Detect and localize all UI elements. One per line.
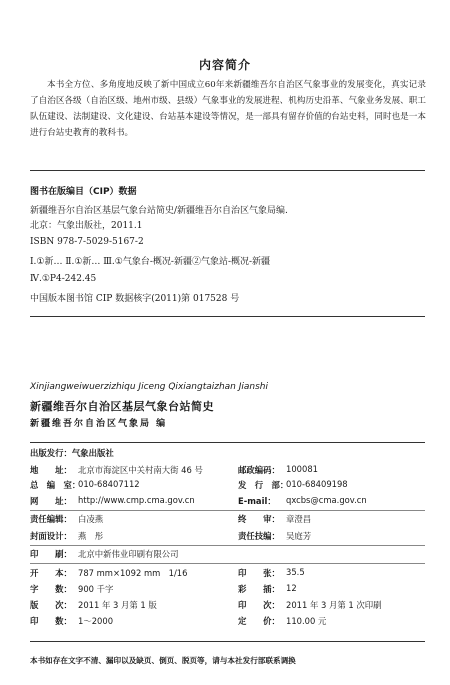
- info-row: [30, 583, 425, 597]
- tech-editor-value: 吴庭芳: [286, 531, 312, 541]
- cover-design-value: 燕 彤: [78, 531, 104, 541]
- word-count-value: 900 千字: [78, 584, 114, 594]
- book-author: 新疆维吾尔自治区气象局 编: [30, 419, 168, 429]
- cip-heading: 图书在版编目（CIP）数据: [30, 187, 137, 197]
- format-value: 787 mm×1092 mm 1/16: [78, 568, 188, 578]
- row-divider: [30, 510, 425, 511]
- row-divider: [30, 545, 425, 546]
- website-value: http://www.cmp.cma.gov.cn: [78, 495, 195, 505]
- print-run-value: 1～2000: [78, 616, 114, 626]
- printing-label: 印 次：: [238, 600, 280, 610]
- info-row: [30, 464, 425, 478]
- email-value: qxcbs@cma.gov.cn: [286, 495, 367, 505]
- word-count-label: 字 数：: [30, 584, 72, 594]
- color-plates-label: 彩 插：: [238, 584, 280, 594]
- cip-line-classification: Ⅳ.①P4-242.45: [30, 274, 97, 284]
- divider: [30, 316, 425, 317]
- divider: [30, 641, 425, 642]
- cip-line-data-number: 中国版本图书馆 CIP 数据核字(2011)第 017528 号: [30, 294, 240, 304]
- editor-value: 白凌燕: [78, 514, 104, 524]
- email-label: E-mail：: [238, 496, 276, 506]
- info-row: [30, 615, 425, 629]
- editorial-office-label: 总 编 室：: [30, 480, 81, 490]
- book-title: 新疆维吾尔自治区基层气象台站简史: [30, 400, 214, 413]
- cip-line-publisher: 北京：气象出版社，2011.1: [30, 221, 143, 231]
- editorial-office-value: 010-68407112: [78, 479, 140, 489]
- cover-design-label: 封面设计：: [30, 531, 72, 541]
- book-pinyin-title: Xinjiangweiwuerzizhiqu Jiceng Qixiangtaizhan Jianshi: [30, 382, 269, 392]
- price-value: 110.00 元: [286, 616, 327, 626]
- cip-line-isbn: ISBN 978-7-5029-5167-2: [30, 237, 144, 247]
- sheets-label: 印 张：: [238, 568, 280, 578]
- footer-note: 本书如存在文字不清、漏印以及缺页、倒页、脱页等，请与本社发行部联系调换: [30, 656, 296, 665]
- sales-dept-label: 发 行 部：: [238, 480, 289, 490]
- printer-value: 北京中新伟业印刷有限公司: [78, 549, 179, 559]
- sheets-value: 35.5: [286, 567, 305, 577]
- sales-dept-value: 010-68409198: [286, 479, 348, 489]
- summary-heading: 内容简介: [198, 58, 251, 72]
- row-divider: [30, 563, 425, 564]
- edition-label: 版 次：: [30, 600, 72, 610]
- info-row: [30, 599, 425, 613]
- info-row: [30, 567, 425, 581]
- info-row: [30, 479, 425, 493]
- print-run-label: 印 数：: [30, 616, 72, 626]
- price-label: 定 价：: [238, 616, 280, 626]
- website-label: 网 址：: [30, 496, 72, 506]
- postcode-value: 100081: [286, 464, 318, 474]
- edition-value: 2011 年 3 月第 1 版: [78, 600, 157, 610]
- printing-value: 2011 年 3 月第 1 次印刷: [286, 600, 382, 610]
- cip-line-title: 新疆维吾尔自治区基层气象台站简史/新疆维吾尔自治区气象局编.: [30, 206, 288, 216]
- divider: [30, 442, 425, 443]
- postcode-label: 邮政编码：: [238, 465, 280, 475]
- address-value: 北京市海淀区中关村南大街 46 号: [78, 465, 203, 475]
- final-review-value: 章澄昌: [286, 514, 312, 524]
- address-label: 地 址：: [30, 465, 72, 475]
- cip-line-subjects: Ⅰ.①新… Ⅱ.①新… Ⅲ.①气象台-概况-新疆②气象站-概况-新疆: [30, 257, 271, 267]
- publisher-label: 出版发行：气象出版社: [30, 448, 114, 458]
- info-row: [30, 548, 425, 562]
- publisher-row: [30, 447, 425, 461]
- printer-label: 印 刷：: [30, 549, 72, 559]
- summary-body: 本书全方位、多角度地反映了新中国成立60年来新疆维吾尔自治区气象事业的发展变化，真实记录了自治区各级（自治区级、地州市级、县级）气象事业的发展进程、机构历史沿革、气象业务发展、职工队伍建设、法制建设、文化建设、台站基本建设等情况，是一部具有留存价值的台站史料，同时也是一本进行台站史教育的教科书。: [30, 80, 426, 138]
- color-plates-value: 12: [286, 583, 297, 593]
- format-label: 开 本：: [30, 568, 72, 578]
- tech-editor-label: 责任技编：: [238, 531, 280, 541]
- editor-label: 责任编辑：: [30, 514, 72, 524]
- divider: [30, 170, 425, 171]
- info-row: [30, 495, 425, 509]
- info-row: [30, 530, 425, 544]
- info-row: [30, 513, 425, 527]
- final-review-label: 终 审：: [238, 514, 280, 524]
